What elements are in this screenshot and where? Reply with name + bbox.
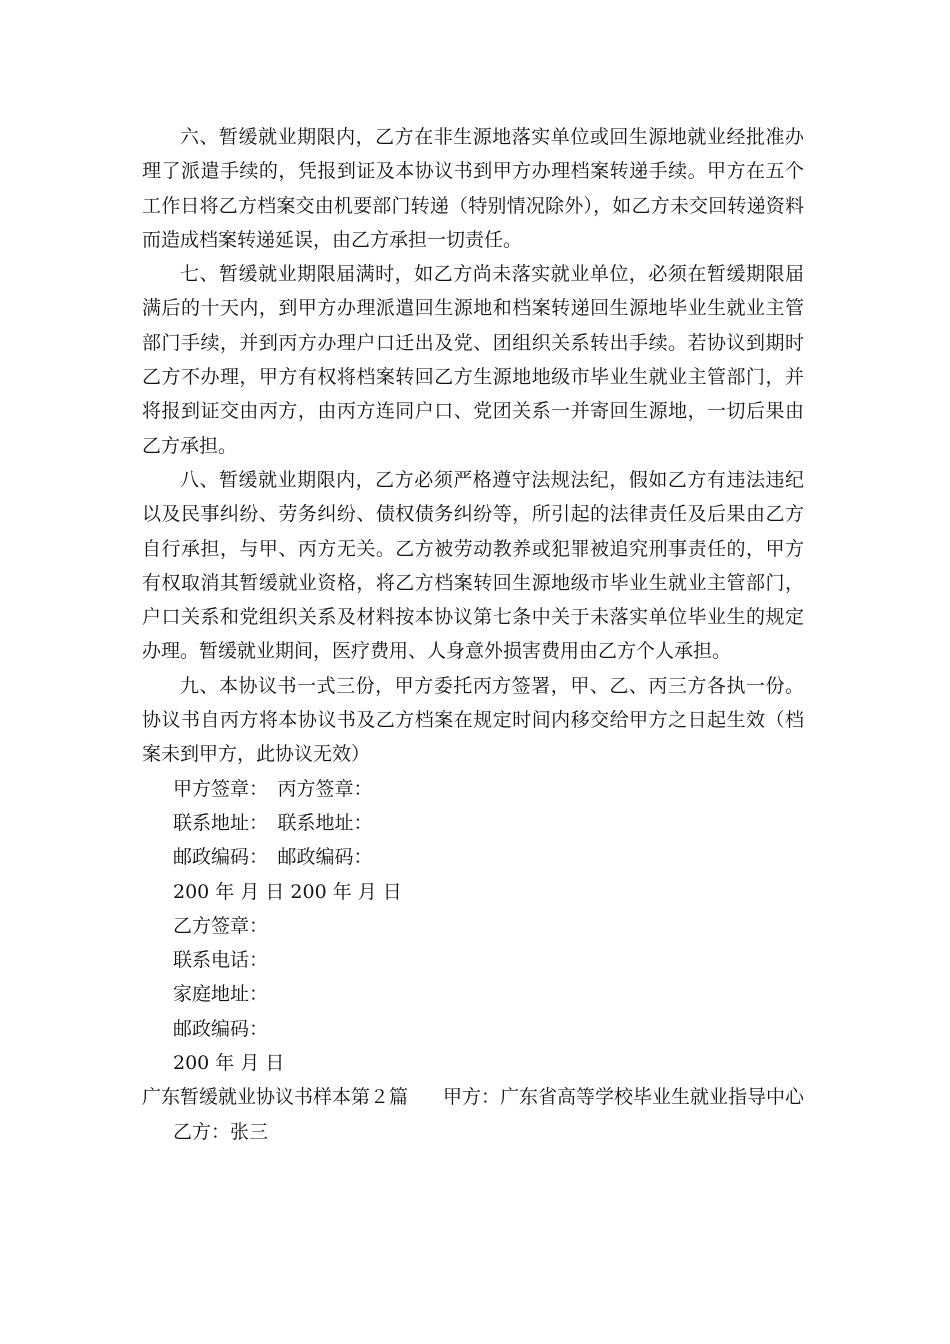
phone-line-party-b: 联系电话： <box>173 949 269 972</box>
next-article-heading <box>142 1080 804 1114</box>
next-article-title: 广东暂缓就业协议书样本第２篇 <box>142 1086 409 1109</box>
postcode-line-party-a-c: 邮政编码： 邮政编码： <box>173 846 373 869</box>
clause-seven: 七、暂缓就业期限届满时，如乙方尚未落实就业单位，必须在暂缓期限届满后的十天内，到甲方办理派遣回生源地和档案转递回生源地毕业生就业主管部门手续，并到丙方办理户口迁出及党、团组织关系转出手续。若协议到期时乙方不办理，甲方有权将档案转回乙方生源地地级市毕业生就业主管部门，并将报到证交由丙方，由丙方连同户口、党团关系一并寄回生源地，一切后果由乙方承担。 <box>142 263 804 457</box>
home-address-line-party-b: 家庭地址： <box>173 983 269 1006</box>
clause-six: 六、暂缓就业期限内，乙方在非生源地落实单位或回生源地就业经批准办理了派遣手续的，凭报到证及本协议书到甲方办理档案转递手续。甲方在五个工作日将乙方档案交由机要部门转递（特别情况除外），如乙方未交回转递资料而造成档案转递延误，由乙方承担一切责任。 <box>142 126 804 251</box>
next-article-party-a: 甲方：广东省高等学校毕业生就业指导中心 <box>442 1086 804 1109</box>
document-page <box>142 120 804 1149</box>
next-article-party-b: 乙方：张三 <box>173 1120 269 1143</box>
signature-line-party-a-c: 甲方签章： 丙方签章： <box>173 777 373 800</box>
clause-nine: 九、本协议书一式三份，甲方委托丙方签署，甲、乙、丙三方各执一份。协议书自丙方将本协议书及乙方档案在规定时间内移交给甲方之日起生效（档案未到甲方，此协议无效） <box>142 674 804 766</box>
date-line-party-b: 200 年 月 日 <box>173 1052 285 1075</box>
clause-eight: 八、暂缓就业期限内，乙方必须严格遵守法规法纪，假如乙方有违法违纪以及民事纠纷、劳务纠纷、债权债务纠纷等，所引起的法律责任及后果由乙方自行承担，与甲、丙方无关。乙方被劳动教养或犯罪被追究刑事责任的，甲方有权取消其暂缓就业资格，将乙方档案转回生源地级市毕业生就业主管部门，户口关系和党组织关系及材料按本协议第七条中关于未落实单位毕业生的规定办理。暂缓就业期间，医疗费用、人身意外损害费用由乙方个人承担。 <box>142 468 804 663</box>
signature-line-party-b: 乙方签章： <box>173 914 269 937</box>
address-line-party-a-c: 联系地址： 联系地址： <box>173 811 373 834</box>
date-line-party-a-c: 200 年 月 日 200 年 月 日 <box>173 880 402 903</box>
postcode-line-party-b: 邮政编码： <box>173 1017 269 1040</box>
